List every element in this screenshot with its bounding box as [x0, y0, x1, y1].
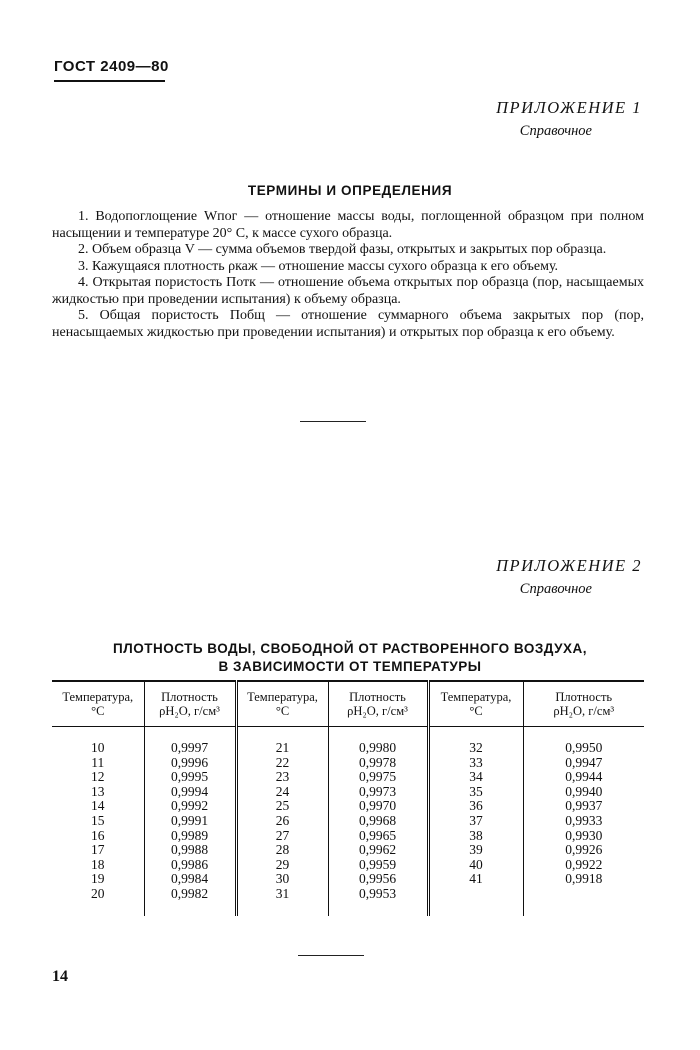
density-cell: 0,9970	[328, 799, 428, 814]
table-title-line-1: ПЛОТНОСТЬ ВОДЫ, СВОБОДНОЙ ОТ РАСТВОРЕННОГО ВОЗДУХА,	[113, 641, 587, 656]
density-cell: 0,9965	[328, 829, 428, 844]
term-paragraph: 2. Объем образца V — сумма объемов твердой фазы, открытых и закрытых пор образца.	[78, 242, 607, 257]
density-cell: 0,9956	[328, 872, 428, 887]
density-cell: 0,9991	[144, 814, 236, 829]
temperature-cell: 24	[236, 785, 328, 800]
table-row	[52, 814, 644, 829]
temperature-cell: 17	[91, 842, 105, 858]
density-cell: 0,9995	[144, 770, 236, 785]
header-rule	[54, 80, 165, 82]
temperature-cell: 15	[91, 812, 105, 828]
density-cell: 0,9992	[144, 799, 236, 814]
temperature-cell: 11	[91, 754, 105, 770]
table-title	[0, 640, 700, 676]
appendix-1-note: Справочное	[519, 123, 592, 139]
density-cell: 0,9959	[328, 858, 428, 873]
density-cell: 0,9926	[523, 843, 644, 858]
temperature-cell: 27	[236, 829, 328, 844]
table-row	[52, 741, 644, 756]
table-title-line-2: В ЗАВИСИМОСТИ ОТ ТЕМПЕРАТУРЫ	[218, 659, 482, 674]
temperature-cell: 13	[91, 783, 105, 799]
appendix-2-note: Справочное	[519, 581, 592, 597]
density-cell: 0,9947	[523, 756, 644, 771]
temperature-cell: 19	[91, 871, 105, 887]
header-density: Плотность ρH₂O, г/см³	[328, 681, 428, 727]
table-row	[52, 756, 644, 771]
temperature-cell: 20	[91, 885, 105, 901]
density-cell: 0,9989	[144, 829, 236, 844]
table-row	[52, 872, 644, 887]
density-cell: 0,9994	[144, 785, 236, 800]
temperature-cell: 14	[91, 798, 105, 814]
table-row	[52, 858, 644, 873]
density-cell: 0,9996	[144, 756, 236, 771]
density-cell: 0,9950	[523, 741, 644, 756]
density-cell: 0,9944	[523, 770, 644, 785]
header-temperature: Температура, °С	[236, 681, 328, 727]
temperature-cell: 12	[91, 769, 105, 785]
table-spacer-row	[52, 902, 644, 916]
temperature-cell: 25	[236, 799, 328, 814]
section-separator	[300, 421, 366, 422]
density-cell: 0,9973	[328, 785, 428, 800]
density-cell: 0,9982	[144, 887, 236, 902]
temperature-cell: 30	[236, 872, 328, 887]
temperature-cell: 35	[428, 785, 523, 800]
density-cell: 0,9933	[523, 814, 644, 829]
temperature-cell: 29	[236, 858, 328, 873]
term-paragraph: 1. Водопоглощение Wпог — отношение массы воды, поглощенной образцом при полном насыщении и температуре 20° С, к массе сухого образца.	[52, 209, 644, 241]
table-header-row	[52, 681, 644, 727]
temperature-cell: 38	[428, 829, 523, 844]
temperature-cell: 18	[91, 856, 105, 872]
temperature-cell: 10	[91, 740, 105, 755]
water-density-table	[52, 680, 644, 916]
header-density: Плотность ρH₂O, г/см³	[144, 681, 236, 727]
table-row	[52, 785, 644, 800]
temperature-cell: 16	[91, 827, 105, 843]
term-paragraph: 5. Общая пористость Побщ — отношение суммарного объема закрытых пор (пор, ненасыщаемых жидкостью при проведении испытания) и открытых пор образца к его объему.	[52, 308, 644, 340]
density-cell: 0,9962	[328, 843, 428, 858]
table-row	[52, 887, 644, 902]
header-temperature: Температура, °С	[428, 681, 523, 727]
appendix-2-title: ПРИЛОЖЕНИЕ 2	[496, 556, 642, 575]
temperature-cell: 26	[236, 814, 328, 829]
appendix-1-title: ПРИЛОЖЕНИЕ 1	[496, 98, 642, 117]
density-cell: 0,9922	[523, 858, 644, 873]
density-cell: 0,9940	[523, 785, 644, 800]
temperature-cell: 22	[236, 756, 328, 771]
terms-heading: ТЕРМИНЫ И ОПРЕДЕЛЕНИЯ	[247, 183, 453, 198]
temperature-cell: 31	[236, 887, 328, 902]
density-cell: 0,9980	[328, 741, 428, 756]
temperature-cell: 21	[236, 741, 328, 756]
table-spacer-row	[52, 727, 644, 742]
page-number: 14	[52, 968, 68, 985]
temperature-cell: 32	[428, 741, 523, 756]
table-row	[52, 843, 644, 858]
density-cell: 0,9997	[144, 741, 236, 756]
temperature-cell: 36	[428, 799, 523, 814]
temperature-cell: 39	[428, 843, 523, 858]
document-code: ГОСТ 2409—80	[54, 58, 169, 75]
density-cell: 0,9930	[523, 829, 644, 844]
density-cell: 0,9918	[523, 872, 644, 887]
temperature-cell: 34	[428, 770, 523, 785]
table-row	[52, 770, 644, 785]
term-paragraph: 4. Открытая пористость Потк — отношение объема открытых пор образца (пор, насыщаемых жидкостью при проведении испытания) к объему образца.	[52, 275, 644, 307]
density-cell	[523, 887, 644, 902]
temperature-cell: 28	[236, 843, 328, 858]
header-density: Плотность ρH₂O, г/см³	[523, 681, 644, 727]
footer-separator	[298, 955, 364, 956]
term-paragraph: 3. Кажущаяся плотность ρкаж — отношение массы сухого образца к его объему.	[78, 258, 559, 274]
density-cell: 0,9975	[328, 770, 428, 785]
temperature-cell: 23	[236, 770, 328, 785]
temperature-cell: 33	[428, 756, 523, 771]
density-cell: 0,9986	[144, 858, 236, 873]
terms-list	[52, 209, 644, 341]
density-cell: 0,9988	[144, 843, 236, 858]
header-temperature: Температура, °С	[52, 681, 144, 727]
temperature-cell: 41	[428, 872, 523, 887]
temperature-cell	[428, 887, 523, 902]
temperature-cell: 37	[428, 814, 523, 829]
density-cell: 0,9978	[328, 756, 428, 771]
density-cell: 0,9968	[328, 814, 428, 829]
table-row	[52, 799, 644, 814]
density-cell: 0,9984	[144, 872, 236, 887]
temperature-cell: 40	[428, 858, 523, 873]
table-row	[52, 829, 644, 844]
density-cell: 0,9953	[328, 887, 428, 902]
density-cell: 0,9937	[523, 799, 644, 814]
